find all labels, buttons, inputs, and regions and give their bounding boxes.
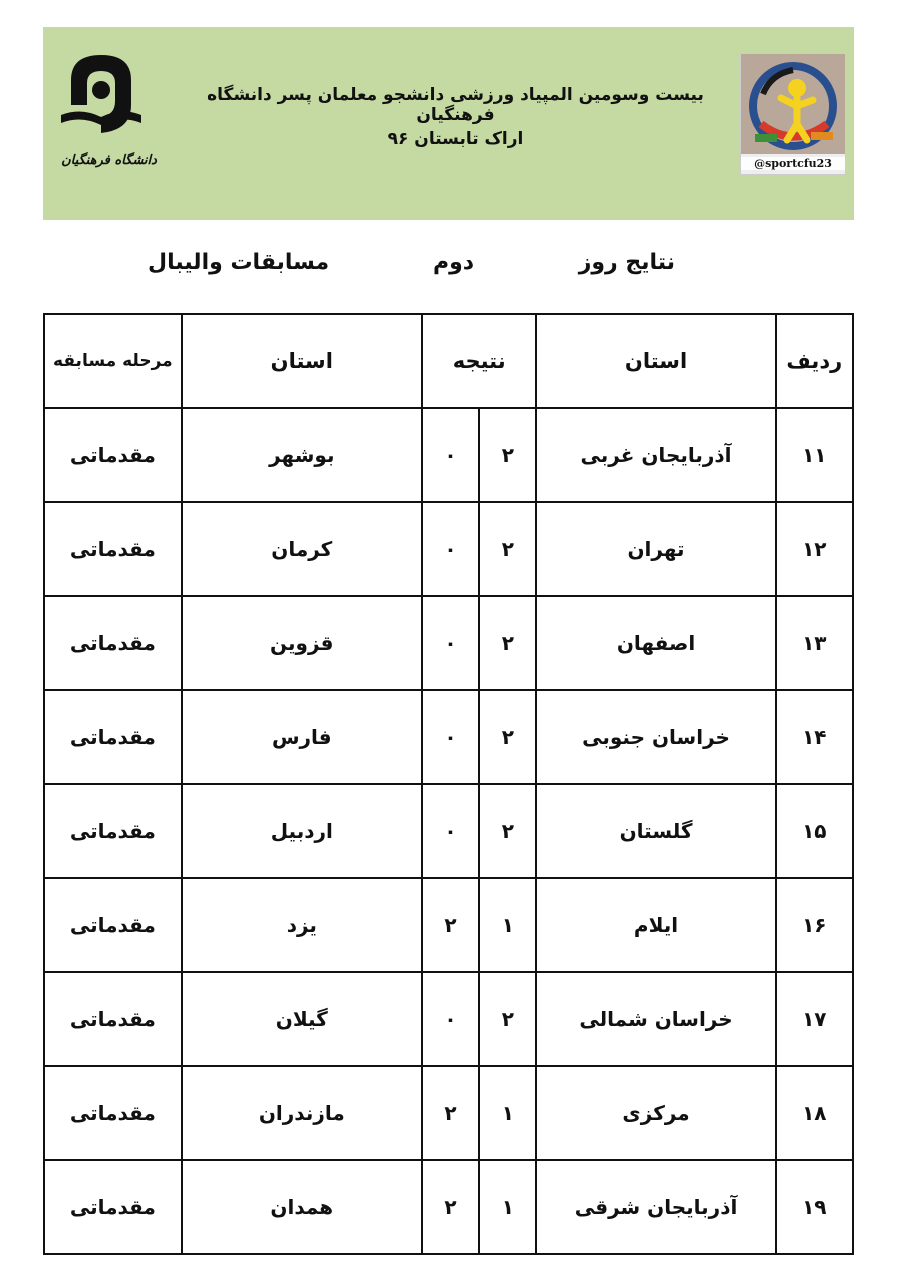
cell-stage: مقدماتی — [44, 502, 182, 596]
cell-row-number: ۱۳ — [776, 596, 853, 690]
table-row — [44, 878, 853, 972]
cell-province-1: ایلام — [536, 878, 775, 972]
cell-score-2: ۰ — [422, 784, 479, 878]
cell-score-2: ۰ — [422, 502, 479, 596]
cell-score-2: ۲ — [422, 878, 479, 972]
cell-score-2: ۰ — [422, 972, 479, 1066]
event-logo-handle: @sportcfu23 — [741, 157, 845, 170]
university-logo-caption: دانشگاه فرهنگیان — [61, 153, 157, 168]
cell-score-1: ۲ — [479, 784, 536, 878]
table-row — [44, 408, 853, 502]
results-table — [43, 313, 854, 1255]
cell-score-1: ۲ — [479, 408, 536, 502]
competition-label: مسابقات والیبال — [148, 250, 330, 275]
cell-stage: مقدماتی — [44, 1066, 182, 1160]
university-emblem-icon — [51, 45, 151, 140]
table-row — [44, 690, 853, 784]
cell-score-1: ۱ — [479, 878, 536, 972]
cell-province-1: آذربایجان شرقی — [536, 1160, 775, 1254]
day-label: دوم — [433, 250, 475, 275]
table-row — [44, 1160, 853, 1254]
results-label: نتایج روز — [578, 250, 675, 275]
cell-province-1: گلستان — [536, 784, 775, 878]
university-logo — [51, 45, 157, 168]
cell-stage: مقدماتی — [44, 878, 182, 972]
cell-province-2: قزوین — [182, 596, 422, 690]
cell-score-2: ۰ — [422, 408, 479, 502]
table-row — [44, 1066, 853, 1160]
cell-stage: مقدماتی — [44, 596, 182, 690]
header-province-2: استان — [182, 314, 422, 408]
header-row-number: ردیف — [776, 314, 853, 408]
cell-province-2: مازندران — [182, 1066, 422, 1160]
cell-row-number: ۱۱ — [776, 408, 853, 502]
cell-province-2: بوشهر — [182, 408, 422, 502]
cell-score-1: ۲ — [479, 596, 536, 690]
cell-score-1: ۲ — [479, 972, 536, 1066]
cell-province-1: مرکزی — [536, 1066, 775, 1160]
cell-province-1: آذربایجان غربی — [536, 408, 775, 502]
header-banner — [43, 27, 854, 220]
cell-province-2: گیلان — [182, 972, 422, 1066]
cell-row-number: ۱۷ — [776, 972, 853, 1066]
cell-stage: مقدماتی — [44, 408, 182, 502]
cell-province-2: کرمان — [182, 502, 422, 596]
cell-score-2: ۰ — [422, 690, 479, 784]
cell-row-number: ۱۲ — [776, 502, 853, 596]
olympiad-emblem-icon — [741, 54, 845, 154]
cell-stage: مقدماتی — [44, 1160, 182, 1254]
header-stage: مرحله مسابقه — [44, 314, 182, 408]
cell-row-number: ۱۹ — [776, 1160, 853, 1254]
cell-row-number: ۱۸ — [776, 1066, 853, 1160]
header-result: نتیجه — [422, 314, 537, 408]
table-header-row — [44, 314, 853, 408]
cell-row-number: ۱۶ — [776, 878, 853, 972]
cell-score-2: ۲ — [422, 1160, 479, 1254]
table-row — [44, 502, 853, 596]
cell-score-1: ۱ — [479, 1160, 536, 1254]
table-row — [44, 596, 853, 690]
header-province-1: استان — [536, 314, 775, 408]
cell-score-1: ۲ — [479, 502, 536, 596]
cell-score-2: ۲ — [422, 1066, 479, 1160]
table-row — [44, 784, 853, 878]
cell-province-2: اردبیل — [182, 784, 422, 878]
cell-stage: مقدماتی — [44, 784, 182, 878]
event-logo — [740, 53, 846, 175]
cell-province-1: خراسان شمالی — [536, 972, 775, 1066]
cell-score-1: ۲ — [479, 690, 536, 784]
cell-province-2: همدان — [182, 1160, 422, 1254]
cell-stage: مقدماتی — [44, 690, 182, 784]
cell-province-2: فارس — [182, 690, 422, 784]
cell-stage: مقدماتی — [44, 972, 182, 1066]
header-subtitle: اراک تابستان ۹۶ — [387, 129, 524, 149]
table-row — [44, 972, 853, 1066]
cell-province-1: خراسان جنوبی — [536, 690, 775, 784]
header-title: بیست وسومین المپیاد ورزشی دانشجو معلمان پسر دانشگاه فرهنگیان — [207, 85, 704, 125]
cell-score-2: ۰ — [422, 596, 479, 690]
cell-row-number: ۱۵ — [776, 784, 853, 878]
cell-province-1: تهران — [536, 502, 775, 596]
cell-province-2: یزد — [182, 878, 422, 972]
cell-score-1: ۱ — [479, 1066, 536, 1160]
cell-province-1: اصفهان — [536, 596, 775, 690]
cell-row-number: ۱۴ — [776, 690, 853, 784]
